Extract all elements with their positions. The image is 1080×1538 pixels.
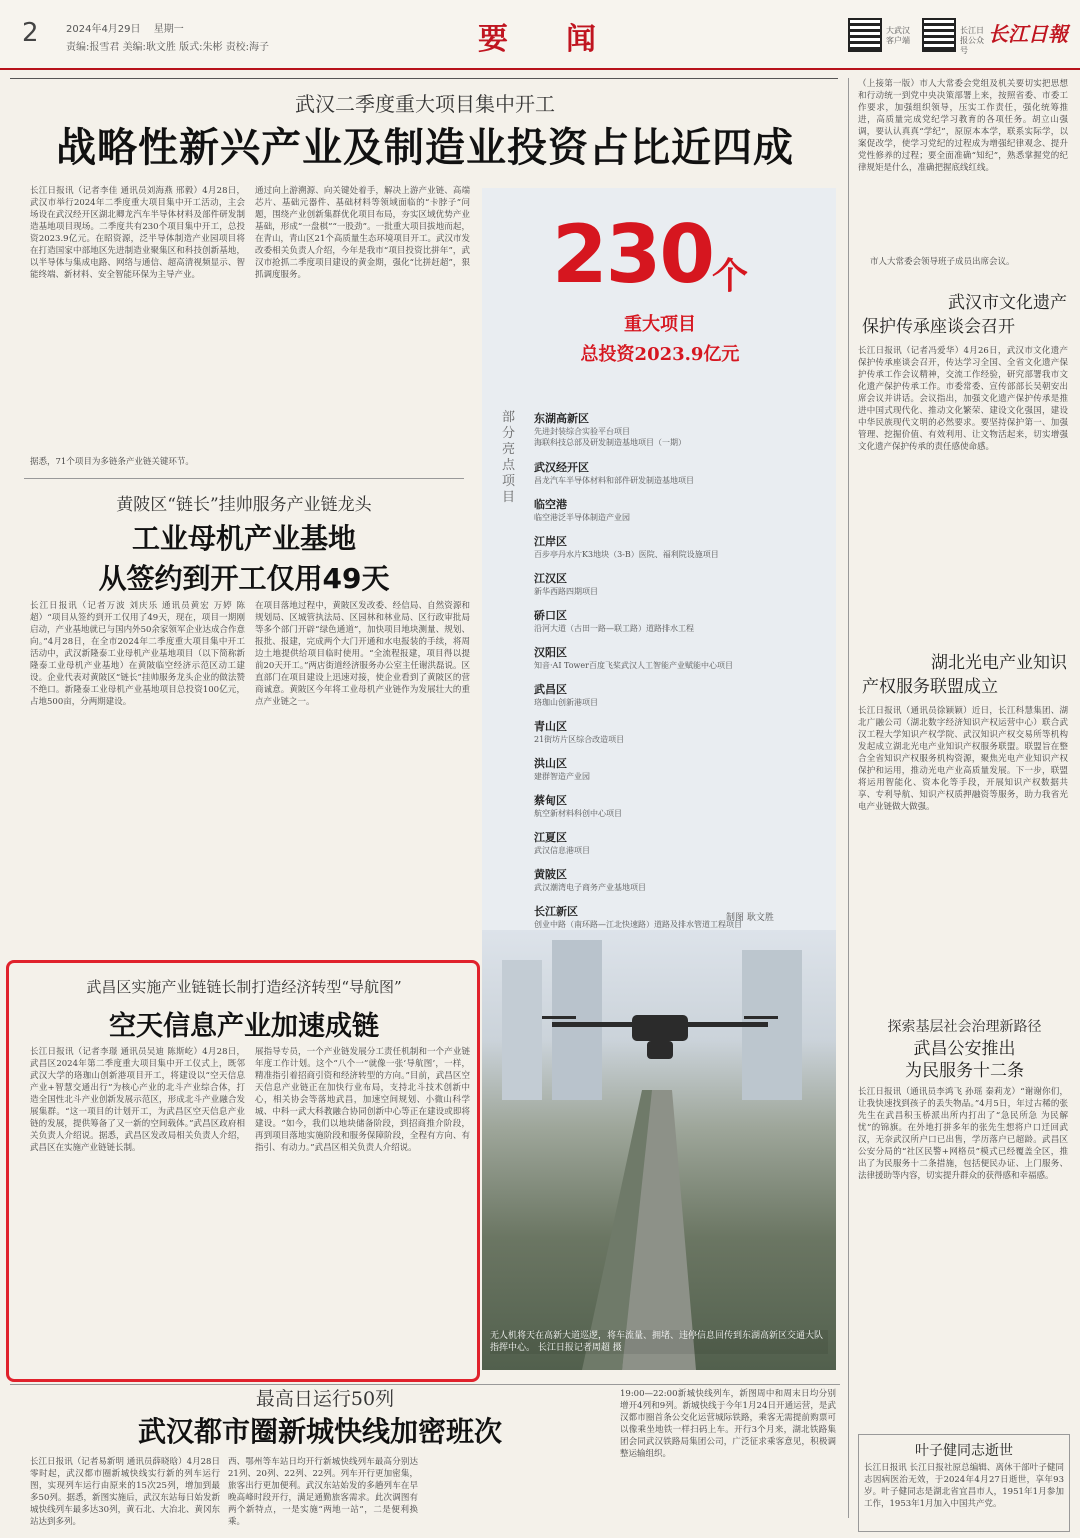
police-title-line1: 武昌公安推出 bbox=[913, 1039, 1016, 1059]
editor-4: 责校:海子 bbox=[225, 42, 270, 53]
police-kicker: 探索基层社会治理新路径 bbox=[887, 1019, 1042, 1035]
story2-title-line2: 从签约到开工仅用49天 bbox=[98, 562, 390, 595]
issue-date bbox=[66, 20, 184, 35]
ip-body: 长江日报讯（通讯员徐颖颖）近日，长江科慧集团、湖北广融公司（湖北数字经济知识产权运营中心）联合武汉工程大学知识产权学院、武汉知识产权交易所等机构发起成立湖北光电产业知识产权服务联盟。联盟旨在整合全省知识产权服务机构资源，聚焦光电产业知识产权保护和运用，推动光电产业高质量发展。下一步，联盟将运用智能化、资本化等手段，开展知识产权数据共享、专利导航、知识产权质押融资等服务，助力我省光电产业链做大做强。 bbox=[858, 706, 1068, 812]
culture-body: 长江日报讯（记者冯爱华）4月26日，武汉市文化遗产保护传承座谈会召开，传达学习全国、全省文化遗产保护传承工作会议精神，交流工作经验，研究部署我市文化遗产保护传承工作。市委常委、宣传部部长吴朝安出席会议并讲话。会议指出，加强文化遗产保护传承是推进中国式现代化、推动文化繁荣、建设文化强国，建设中华民族现代文明的必然要求。要坚持保护第一、加强管理、挖掘价值、有效利用、让文物活起来，切实增强文化遗产保护传承的责任感使命感。 bbox=[858, 346, 1068, 452]
story2-title-line1: 工业母机产业基地 bbox=[131, 522, 356, 555]
divider bbox=[24, 478, 464, 479]
culture-title-line1: 武汉市文化遗产 bbox=[948, 293, 1067, 313]
editor-3: 版式:朱彬 bbox=[179, 42, 223, 53]
lead-body-col1: 长江日报讯（记者李佳 通讯员刘海燕 邢毅）4月28日，武汉市举行2024年二季度重大项目集中开工活动，主会场设在武汉经开区湖北卿龙汽车半导体材料及部件研发制造基地项目现场。二季度共有230个项目集中开工，总投资2023.9亿元。在昭资源，泛半导体制造产业园项目将在打造国家中部地区先进制造业聚集区和科技创新基地，以半导体与集成电路、网络与通信、超高清视频显示、智能终端、新材料、安全智能环保为主导产业。 bbox=[30, 186, 245, 280]
story2-kicker: 黄陂区“链长”挂帅服务产业链龙头 bbox=[116, 495, 372, 515]
list-item: 江岸区 百步亭丹水片K3地块（3-B）医院、福利院设施项目 bbox=[534, 535, 719, 559]
list-item: 江夏区 武汉信息港项目 bbox=[534, 831, 590, 855]
sidebar-top-body: （上接第一版）市人大常委会党组及机关要切实把思想和行动统一到党中央决策部署上来，按照省委、市委工作要求，加强组织领导，压实工作责任，强化统筹推进，高质量完成党纪学习教育的各项任务。胡立山强调，要认认真真“学纪”，原原本本学，联系实际学，以案促改学，使学习党纪的过程成为增强纪律观念、提升党性修养的过程；要全面准确“知纪”，熟悉掌握党的纪律规矩是什么，准确把握底线红线。 bbox=[858, 79, 1068, 173]
story3-body-col2: 展指导专员，一个产业链发展分工责任机制和一个产业链年度工作计划。这个“八个一”就像一张‘导航图’，一样，精准指引着招商引资和经济转型的方向。”目前，武昌区空天信息产业链正在加快行业布局，支持北斗技术创新中心，相关协会等落地武昌，加速空间规划、小微山科学城、中科一武大科教融合协同创新中心等正在建设或即将建设。“如今，我们以地块储备阶段，到招商推介阶段，再到项目落地实施阶段和服务保障阶段，全程有方向、有指引、有动力。”武昌区相关负责人介绍说。 bbox=[255, 1047, 470, 1153]
bottom-body-col1: 长江日报讯（记者易新明 通讯员薛晓晗）4月28日零时起，武汉都市圈新城快线实行新的列车运行图，实现列车运行由原来的15次25列，增加到最多50列。据悉，新图实施后，武汉东站每日始发新城快线列车最多达30列，黄石北、大冶北、黄冈东站达到多列。 bbox=[30, 1457, 220, 1527]
obituary-title: 叶子健同志逝世 bbox=[915, 1443, 1013, 1459]
ip-title-line2: 产权服务联盟成立 bbox=[862, 677, 998, 697]
lead-title: 战略性新兴产业及制造业投资占比近四成 bbox=[56, 125, 794, 171]
story2-body-col1: 长江日报讯（记者万波 刘庆乐 通讯员黄宏 万婷 陈超）“项目从签约到开工仅用了49天，现在，项目一期刚启动，产业基地就已与国内外50余家领军企业达成合作意向。”4月28日，在全市2024年二季度重大项目集中开工活动中，武汉新隆泰工业母机产业基地项目（以下简称新隆泰工业母机产业基地）在黄陂临空经济示范区动工建设。企业代表对黄陂区“链长”挂帅服务龙头企业的做法赞不绝口。新隆泰工业母机产业基地项目总投资100亿元，占地500亩，分两期建设。 bbox=[30, 601, 245, 707]
photo-caption-text: 无人机将天在高新大道巡逻，将车流量、拥堵、违停信息回传到东湖高新区交通大队指挥中心。 bbox=[490, 1331, 824, 1353]
district-list bbox=[534, 410, 826, 940]
list-item: 武汉经开区 昌龙汽车半导体材料和部件研发制造基地项目 bbox=[534, 461, 694, 485]
page-number: 2 bbox=[22, 18, 39, 48]
qr-code-icon[interactable] bbox=[922, 18, 956, 52]
weekday-text: 星期一 bbox=[153, 24, 184, 35]
photo-credit: 长江日报记者周超 摄 bbox=[537, 1343, 622, 1353]
project-count: 230 bbox=[552, 208, 713, 301]
project-count-unit: 个 bbox=[712, 255, 749, 297]
list-item: 东湖高新区 先进封装综合实验平台项目 海联科技总部及研发制造基地项目（一期） bbox=[534, 412, 686, 447]
story3-title: 空天信息产业加速成链 bbox=[109, 1011, 379, 1042]
qr-label-wechat: 长江日报公众号 bbox=[960, 26, 984, 55]
infographic-subtitle: 重大项目 bbox=[624, 314, 696, 335]
drone-scene bbox=[482, 930, 836, 1370]
police-title-line2: 为民服务十二条 bbox=[905, 1061, 1024, 1081]
list-item: 临空港 临空港泛半导体制造产业园 bbox=[534, 498, 630, 522]
lead-kicker: 武汉二季度重大项目集中开工 bbox=[295, 92, 555, 116]
list-item: 蔡甸区 航空新材料科创中心项目 bbox=[534, 794, 622, 818]
newspaper-logo: 长江日報 bbox=[988, 22, 1068, 46]
lead-body-note: 据悉，71个项目为多链条产业链关键环节。 bbox=[30, 457, 194, 467]
editor-2: 美编:耿文胜 bbox=[122, 42, 176, 53]
bottom-title: 武汉都市圈新城快线加密班次 bbox=[137, 1415, 502, 1448]
highlights-label: 部分亮点项目 bbox=[502, 410, 516, 505]
list-item: 洪山区 建群智造产业园 bbox=[534, 757, 590, 781]
drone-photo bbox=[482, 930, 836, 1370]
column-divider bbox=[848, 78, 849, 1518]
qr-label-app: 大武汉客户端 bbox=[886, 26, 910, 45]
list-item: 长江新区 创业中路（南环路—江北快速路）道路及排水管道工程项目 bbox=[534, 905, 742, 929]
date-text: 2024年4月29日 bbox=[66, 24, 141, 35]
story2-body-col2: 在项目落地过程中，黄陂区发改委、经信局、自然资源和规划局、区城管执法局、区园林和林业局、区行政审批局等多个部门开辟“绿色通道”，加快项目地块测量、规划、报批、报建，完成两个大门开通和水电报装的手续，将周边土地提供给项目临时使用。“全流程报建，项目得以提前20天开工。”两店街道经济服务办公室主任谢洪磊说。区直部门在项目建设上迅速对接，使企业看到了黄陂区的营商诚意。黄陂区今年将工业母机产业链作为发展壮大的重点产业链之一。 bbox=[255, 601, 470, 707]
list-item: 武昌区 珞珈山创新港项目 bbox=[534, 683, 598, 707]
culture-title-line2: 保护传承座谈会召开 bbox=[862, 317, 1015, 337]
obituary-body: 长江日报讯 长江日报社原总编辑、离休干部叶子健同志因病医治无效，于2024年4月27日逝世，享年93岁。叶子健同志是湖北省宜昌市人，1951年1月参加工作，1953年1月加入中国共产党。 bbox=[864, 1463, 1064, 1509]
qr-code-icon[interactable] bbox=[848, 18, 882, 52]
story3-body-col1: 长江日报讯（记者李璟 通讯员吴迪 陈斯屹）4月28日，武昌区2024年第二季度重大项目集中开工仪式上，既邻武汉大学的珞珈山创新港项目开工，将建设以“空天信息产业+智慧交通出行”为核心产业的北斗产业综合体，打造全国性北斗产业创新发展示范区，形成北斗产业融合发展集群。“这一项目的计划开工，为武昌区空天信息产业链的发展，提供筹备了又一新的空间载体。”武昌区政府相关负责人介绍说。据悉，武昌区发改局相关负责人介绍，武昌区在实施产业链链长制。 bbox=[30, 1047, 245, 1153]
bottom-body-col2: 西、鄂州等车站日均开行新城快线列车最高分别达21列、20列、22列、22列。列车开行更加密集，旅客出行更加便利。武汉东站始发的多趟列车在早晚高峰时段开行，满足通勤旅客需求。此次调图有两个新特点，一是实施“两地一站”，二是便利换乘。 bbox=[228, 1457, 418, 1527]
story3-kicker: 武昌区实施产业链链长制打造经济转型“导航图” bbox=[86, 978, 402, 996]
section-title: 要 闻 bbox=[478, 22, 610, 57]
photo-caption bbox=[490, 1330, 828, 1354]
sidebar-top-note: 市人大常委会领导班子成员出席会议。 bbox=[870, 257, 1015, 267]
list-item: 黄陂区 武汉潮湾电子商务产业基地项目 bbox=[534, 868, 646, 892]
lead-body-col2: 通过向上游溯源、向关键处着手，解决上游产业链、高端芯片、基础元器件、基础材料等领域面临的“卡脖子”问题，围绕产业创新集群优化项目布局，夯实区域优势产业基础，形成“一盘棋”“一股劲”。一批重大项目拔地而起，在青山，青山区21个高质量生态环境项目开工。武汉市发改委相关负责人介绍，今年是我市“项目投资比拼年”，武汉市抢抓二季度项目建设的黄金期，强化“比拼赶超”，狠抓调度服务。 bbox=[255, 186, 470, 280]
ip-title-line1: 湖北光电产业知识 bbox=[931, 653, 1067, 673]
divider bbox=[10, 78, 838, 79]
list-item: 江汉区 新华西路四期项目 bbox=[534, 572, 598, 596]
list-item: 硚口区 沿河大道（古田一路—联工路）道路排水工程 bbox=[534, 609, 694, 633]
bottom-kicker: 最高日运行50列 bbox=[255, 1388, 395, 1410]
total-investment: 总投资2023.9亿元 bbox=[580, 344, 740, 365]
infographic-credit: 制图 耿文胜 bbox=[726, 913, 774, 923]
bottom-body-col3: 19:00—22:00新城快线列车，新图周中和周末日均分别增开4列和9列。新城快线于今年1月24日开通运营，是武汉都市圈首条公交化运营城际铁路，乘客无需提前购票可以像乘坐地铁一样扫码上车。开行3个月来，湖北铁路集团会同武汉铁路局集团公司，广泛征求乘客意见，积极调整运输组织。 bbox=[620, 1389, 836, 1459]
police-body: 长江日报讯（通讯员李鸿飞 孙瑶 秦莉龙）“谢谢你们，让我快速找到孩子的丢失物品。”4月5日，年过古稀的张先生在武昌积玉桥派出所内打出了“急民所急 为民解忧”的锦旗。在外地打拼多年的张先生想将户口迁回武汉，无奈武汉所户口已出售，学历落户已超龄。武昌区公安分局的“社区民警+网格员”模式已经覆盖全区，推出了为民服务十二条措施，包括便民办证、上门服务、法律援助等内容，切实提升群众的获得感和幸福感。 bbox=[858, 1087, 1068, 1181]
list-item: 汉阳区 知音·AI Tower百度飞桨武汉人工智能产业赋能中心项目 bbox=[534, 646, 733, 670]
editor-credits bbox=[66, 38, 269, 53]
editor-1: 责编:报雪君 bbox=[66, 42, 120, 53]
list-item: 青山区 21街坊片区综合改造项目 bbox=[534, 720, 625, 744]
